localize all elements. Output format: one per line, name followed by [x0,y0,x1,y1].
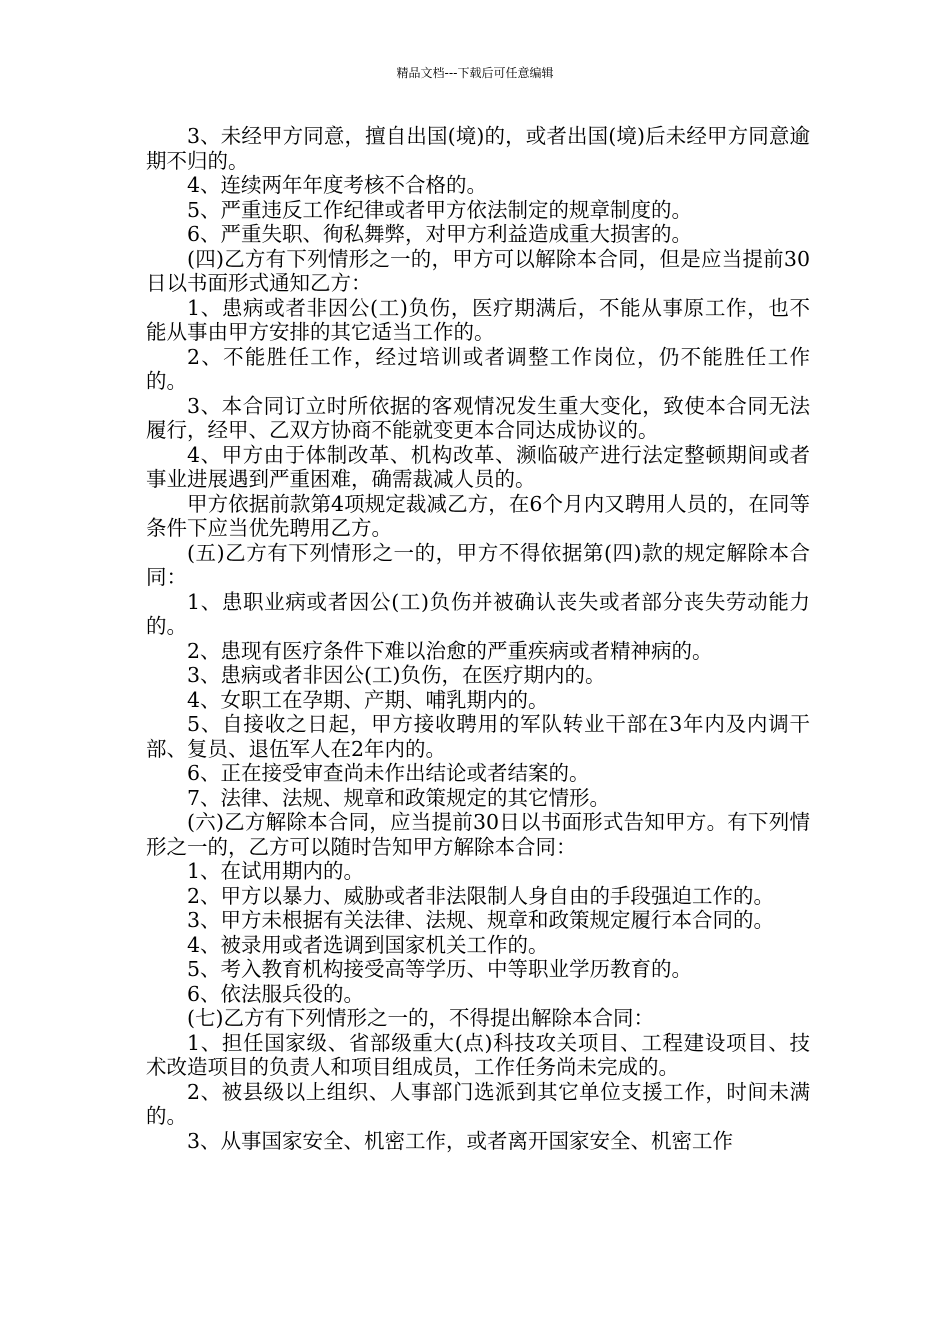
paragraph: 6、依法服兵役的。 [187,981,365,1006]
paragraph: 4、被录用或者选调到国家机关工作的。 [187,932,549,957]
paragraph: 3、甲方未根据有关法律、法规、规章和政策规定履行本合同的。 [187,908,775,932]
paragraph: 1、在试用期内的。 [187,859,365,883]
paragraph: 3、本合同订立时所依据的客观情况发生重大变化，致使本合同无法履行，经甲、乙双方协商不能就变更本合同达成协议的。 [146,393,810,442]
paragraph: 1、患病或者非因公(工)负伤，医疗期满后，不能从事原工作，也不能从事由甲方安排的其它适当工作的。 [146,295,810,344]
paragraph: 1、担任国家级、省部级重大(点)科技攻关项目、工程建设项目、技术改造项目的负责人和项目组成员，工作任务尚未完成的。 [146,1030,810,1079]
paragraph: 3、从事国家安全、机密工作，或者离开国家安全、机密工作 [187,1128,734,1153]
document-body [146,124,810,1153]
paragraph: 2、患现有医疗条件下难以治愈的严重疾病或者精神病的。 [187,638,713,663]
paragraph: 7、法律、法规、规章和政策规定的其它情形。 [187,785,611,810]
paragraph: 甲方依据前款第4项规定裁减乙方，在6个月内又聘用人员的，在同等条件下应当优先聘用乙方。 [146,491,810,540]
paragraph: 5、考入教育机构接受高等学历、中等职业学历教育的。 [187,957,693,981]
paragraph: 3、未经甲方同意，擅自出国(境)的，或者出国(境)后未经甲方同意逾期不归的。 [146,124,810,173]
paragraph: 4、女职工在孕期、产期、哺乳期内的。 [187,687,549,712]
paragraph: 6、严重失职、徇私舞弊，对甲方利益造成重大损害的。 [187,222,693,246]
paragraph: (四)乙方有下列情形之一的，甲方可以解除本合同，但是应当提前30日以书面形式通知乙方： [146,246,810,295]
paragraph: 2、不能胜任工作，经过培训或者调整工作岗位，仍不能胜任工作的。 [146,344,810,393]
paragraph: 2、甲方以暴力、威胁或者非法限制人身自由的手段强迫工作的。 [187,883,775,908]
paragraph: (七)乙方有下列情形之一的，不得提出解除本合同： [187,1006,654,1030]
paragraph: (五)乙方有下列情形之一的，甲方不得依据第(四)款的规定解除本合同： [146,540,810,589]
paragraph: 2、被县级以上组织、人事部门选派到其它单位支援工作，时间未满的。 [146,1079,810,1128]
page-header: 精品文档---下载后可任意编辑 [396,66,554,80]
paragraph: 5、自接收之日起，甲方接收聘用的军队转业干部在3年内及内调干部、复员、退伍军人在2年内的。 [146,712,810,761]
paragraph: 1、患职业病或者因公(工)负伤并被确认丧失或者部分丧失劳动能力的。 [146,589,810,638]
paragraph: 3、患病或者非因公(工)负伤，在医疗期内的。 [187,663,606,687]
paragraph: 4、连续两年年度考核不合格的。 [187,173,488,197]
paragraph: 5、严重违反工作纪律或者甲方依法制定的规章制度的。 [187,197,693,222]
paragraph: 6、正在接受审查尚未作出结论或者结案的。 [187,761,590,785]
paragraph: 4、甲方由于体制改革、机构改革、濒临破产进行法定整顿期间或者事业进展遇到严重困难，确需裁减人员的。 [146,442,810,491]
paragraph: (六)乙方解除本合同，应当提前30日以书面形式告知甲方。有下列情形之一的，乙方可以随时告知甲方解除本合同： [146,810,810,859]
